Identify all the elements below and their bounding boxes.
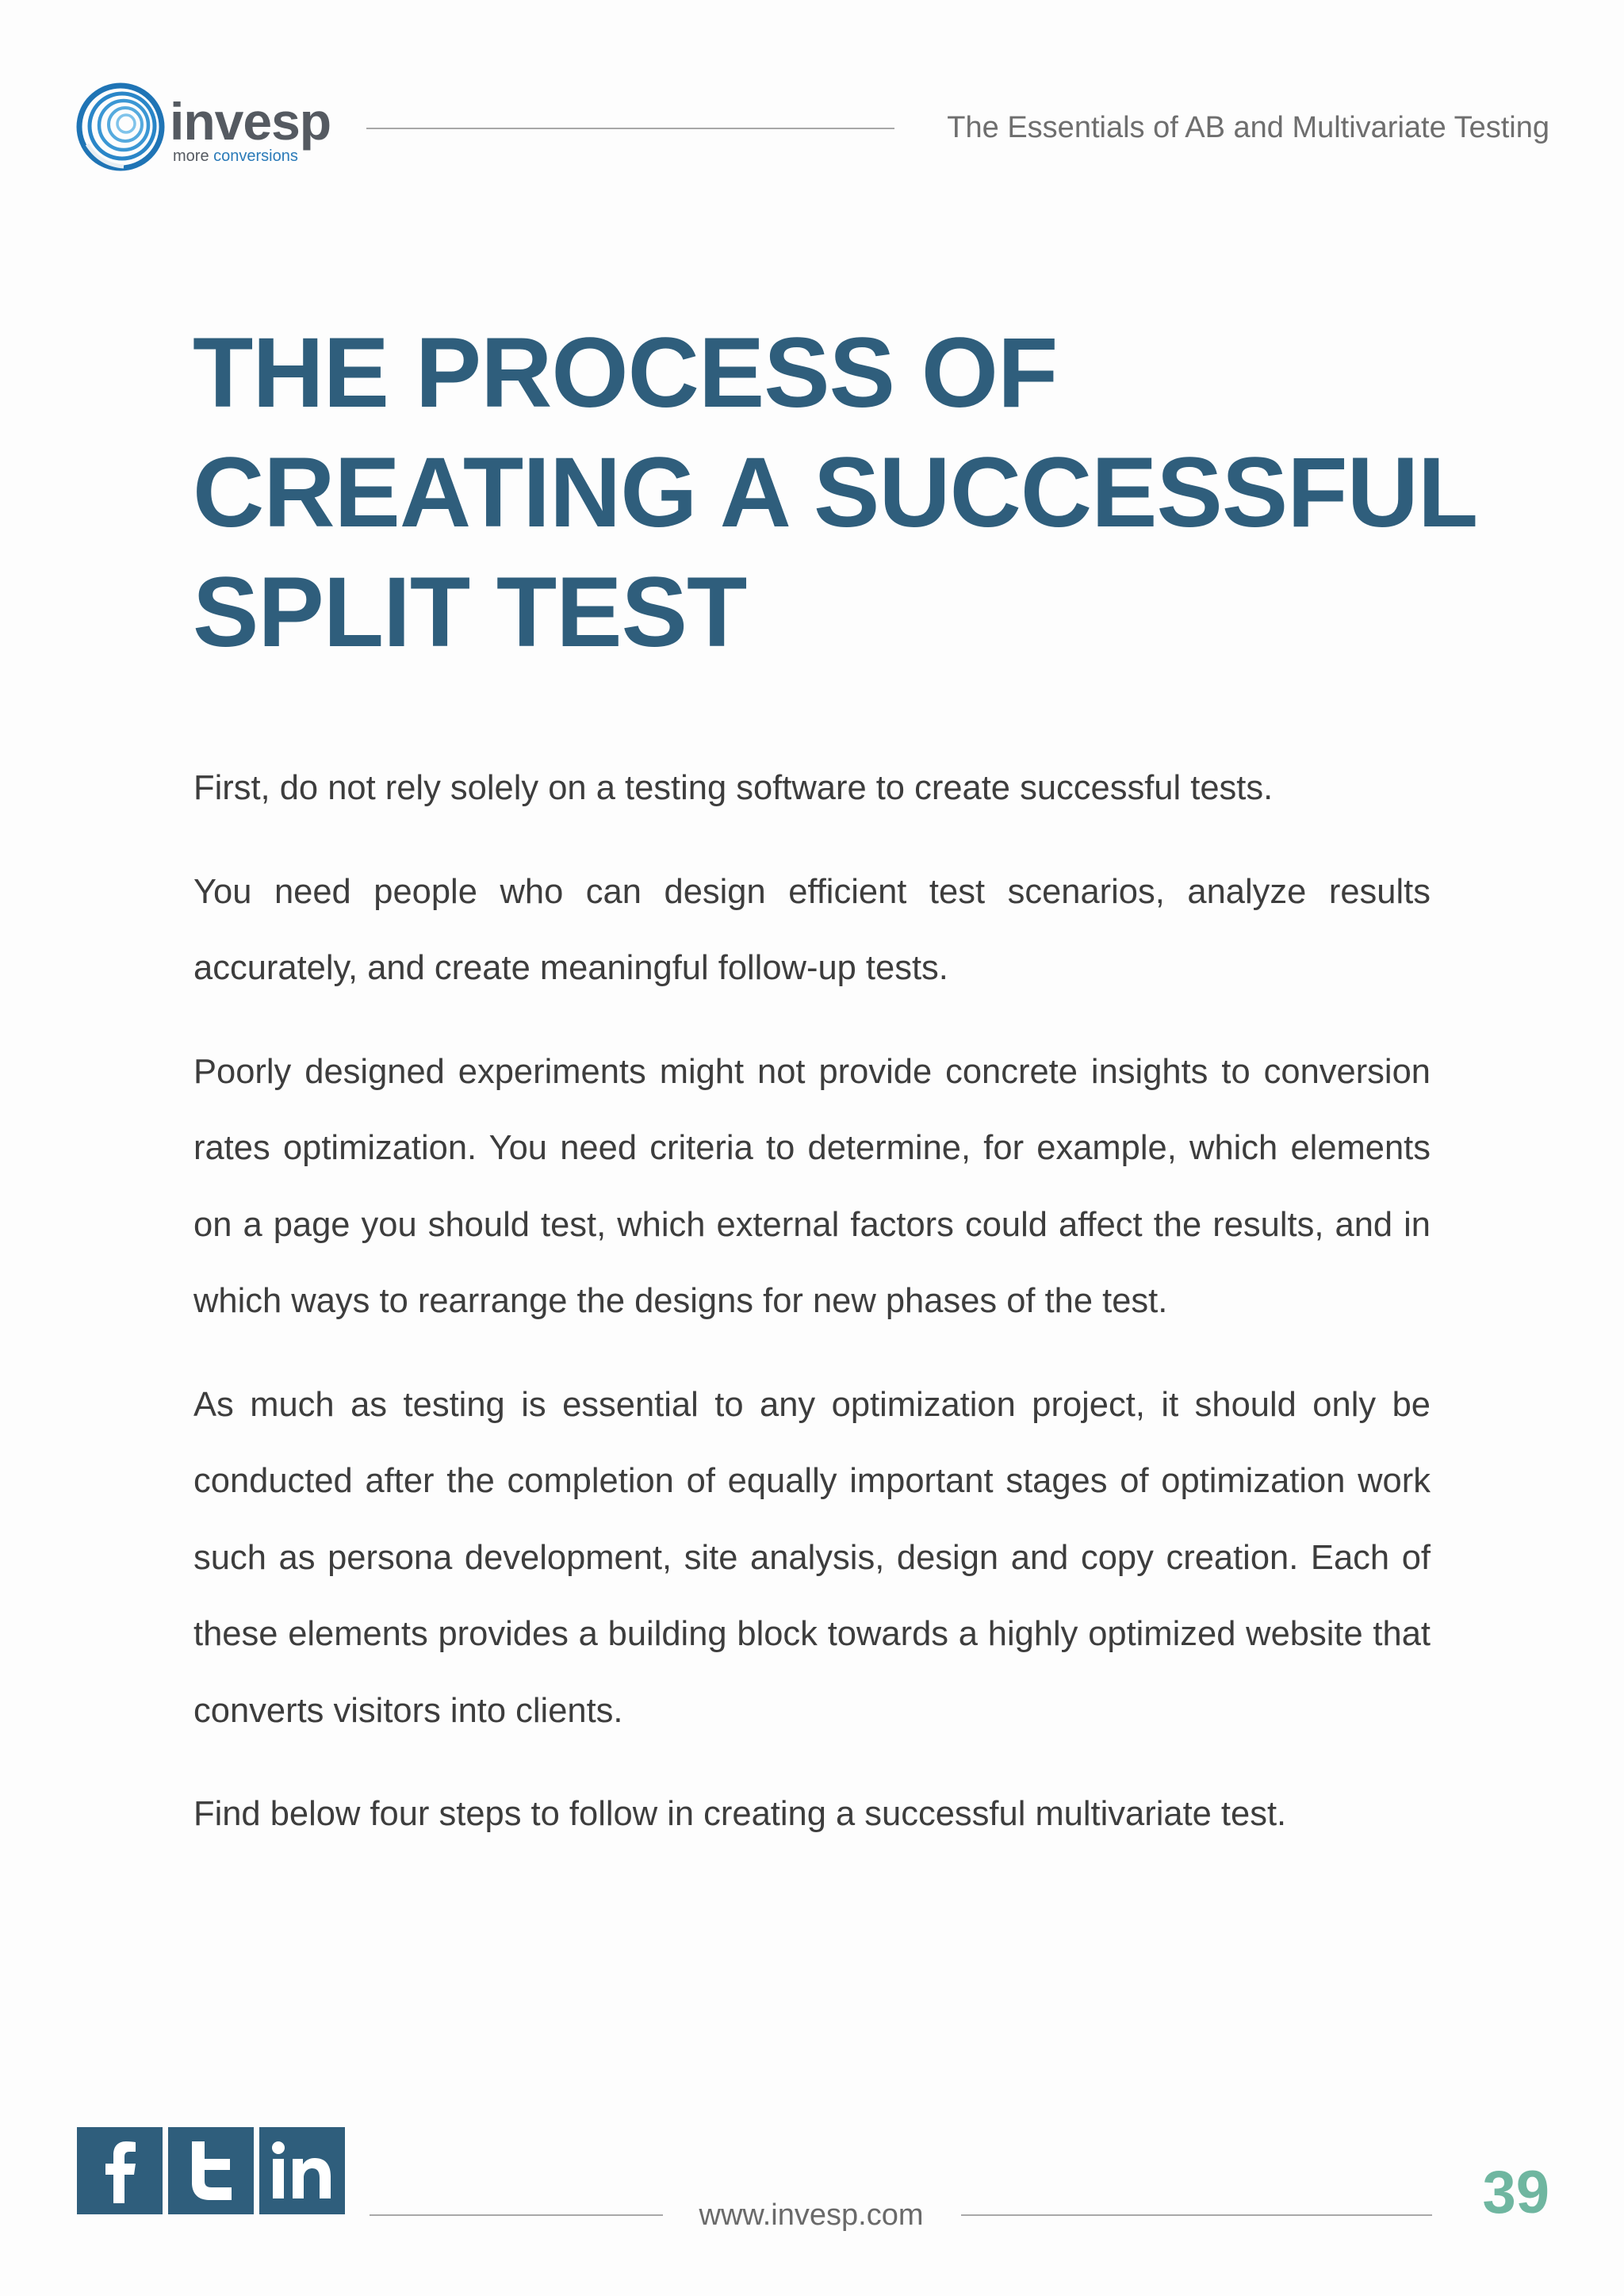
logo-tagline-more: more [173,147,209,165]
page-title-line-3: SPLIT TEST [193,557,747,668]
linkedin-icon [259,2127,345,2214]
paragraph-4: As much as testing is essential to any optimization project, it should only be conducted after the completion of equally important stages of optimization work such as persona development, site analysis, design and copy creation. Each of these elements provides a building block towards a highly optimized website that converts visitors into clients. [193,1385,1431,1730]
logo-wordmark: invesp [170,92,331,151]
invesp-logo[interactable] [76,82,338,178]
paragraph-1: First, do not rely solely on a testing software to create successful tests. [193,769,1274,807]
social-links [77,2127,347,2214]
footer-divider-left [370,2214,663,2216]
logo-tagline [173,147,298,165]
linkedin-link[interactable] [259,2127,345,2214]
page-title-line-2: CREATING A SUCCESSFUL [193,438,1478,548]
twitter-icon [168,2127,254,2214]
page-title-line-1: THE PROCESS OF [193,318,1058,428]
page-header [0,0,1624,198]
header-divider [366,128,894,129]
logo-tagline-conversions: conversions [213,147,298,165]
footer-divider-right [961,2214,1432,2216]
paragraph-2: You need people who can design efficient test scenarios, analyze results accurately, and create meaningful follow-up tests. [193,872,1431,987]
twitter-link[interactable] [168,2127,254,2214]
facebook-link[interactable] [77,2127,163,2214]
website-url[interactable]: www.invesp.com [699,2198,924,2232]
facebook-icon [77,2127,163,2214]
document-title: The Essentials of AB and Multivariate Testing [947,111,1549,144]
paragraph-5: Find below four steps to follow in creating a successful multivariate test. [193,1795,1287,1833]
body-text [193,750,1431,1880]
logo-swirl-icon [76,82,165,171]
paragraph-3: Poorly designed experiments might not provide concrete insights to conversion rates optimization. You need criteria to determine, for example, which elements on a page you should test, which external factors could affect the results, and in which ways to rearrange the designs for new phases of the test. [193,1052,1431,1320]
page-title [193,313,1493,672]
page-number: 39 [1482,2159,1549,2226]
